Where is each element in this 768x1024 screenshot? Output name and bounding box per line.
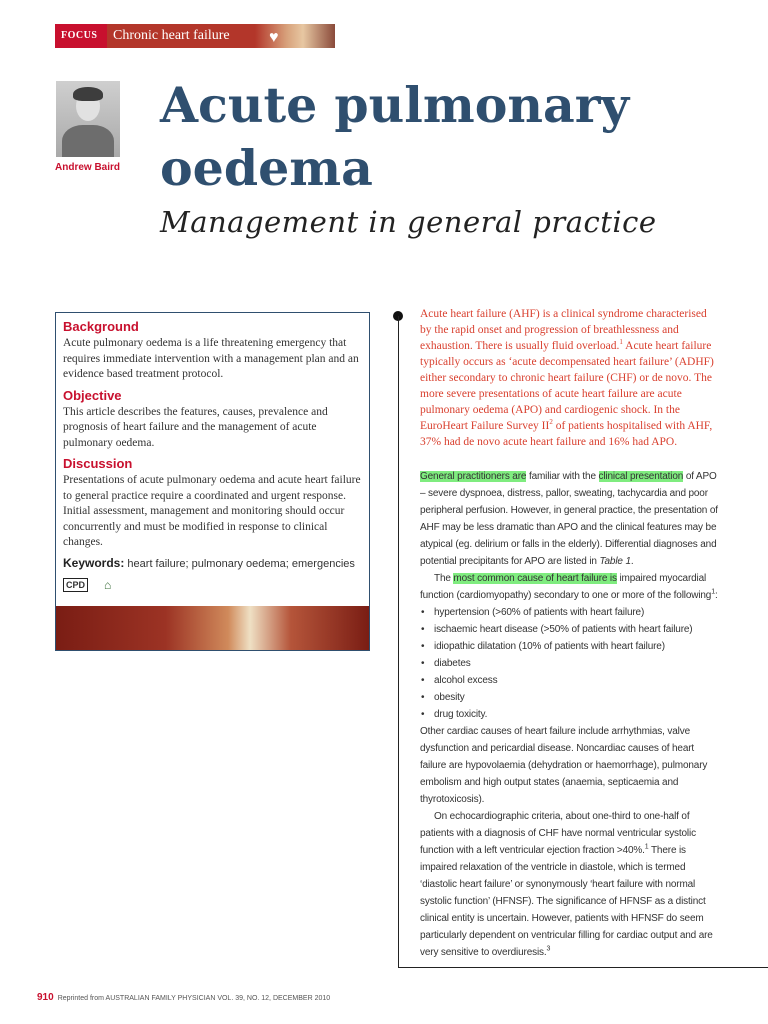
cpd-badge: CPD: [63, 578, 88, 592]
banner-tag: FOCUS: [55, 24, 107, 48]
list-item: • drug toxicity.: [420, 706, 718, 723]
author-photo: [56, 81, 120, 157]
article-title-line1: Acute pulmonary: [160, 76, 630, 134]
list-item: • alcohol excess: [420, 672, 718, 689]
keywords-text: heart failure; pulmonary oedema; emergencies: [127, 557, 355, 570]
article-subtitle: Management in general practice: [160, 205, 657, 239]
lead-paragraph: Acute heart failure (AHF) is a clinical syndrome characterised by the rapid onset and progression of breathlessness and exhaustion. There is usually fluid overload.$^1$ Acute heart failure typically occurs as ‘acute decompensated heart failure’ (ADHF) either secondary to chronic heart failure (CHF) or de novo. The more severe presentations of acute heart failure are acute pulmonary oedema (APO) and cardiogenic shock. In the EuroHeart Failure Survey $II^2$ of patients hospitalised with AHF, 37% had de novo acute heart failure and 16% had APO.: [420, 308, 714, 448]
discussion-heading: Discussion: [63, 456, 133, 471]
list-item: • ischaemic heart disease (>50% of patients with heart failure): [420, 621, 718, 638]
causes-list: [420, 604, 718, 723]
section-banner: [55, 24, 335, 48]
article-title: [160, 74, 720, 200]
keywords: [63, 556, 362, 573]
abstract-artwork: [56, 606, 369, 650]
keywords-label: Keywords:: [63, 555, 125, 570]
list-item: • hypertension (>60% of patients with heart failure): [420, 604, 718, 621]
abstract-box: [55, 312, 370, 651]
paragraph-3: Other cardiac causes of heart failure include arrhythmias, valve dysfunction and pericardial disease. Noncardiac causes of heart failure are hypovolaemia (dehydration or haemorrhage), pulmonary embolism and high output states (anaemia, septicaemia and thyrotoxicosis).: [420, 726, 708, 805]
paragraph-4: On echocardiographic criteria, about one-third to one-half of patients with a diagnosis of CHF have normal ventricular systolic function with a left ventricular ejection fraction >40%.$^1$ There is impaired relaxation of the ventricle in diastole, which is termed ‘diastolic heart failure’ or synonymously ‘heart failure with normal systolic function’ (HFNSF). The significance of HFNSF as a distinct clinical entity is uncertain. However, patients with HFNSF do seem particularly dependent on ventricular filling for cardiac output and are very sensitive to overdiuresis.$^3$: [420, 811, 713, 958]
list-item: • idiopathic dilatation (10% of patients with heart failure): [420, 638, 718, 655]
banner-artwork: [255, 24, 335, 48]
column-vertical-rule: [398, 316, 399, 968]
banner-title: [107, 24, 335, 48]
footer-citation: Reprinted from AUSTRALIAN FAMILY PHYSICIAN VOL. 39, NO. 12, DECEMBER 2010: [57, 995, 331, 1002]
paragraph-2: The most common cause of heart failure is impaired myocardial function (cardiomyopathy) secondary to one or more of the following$^1$:: [420, 573, 718, 601]
author-name: Andrew Baird: [55, 162, 121, 173]
column-bottom-rule: [398, 967, 768, 968]
discussion-text: Presentations of acute pulmonary oedema and acute heart failure to general practice require a coordinated and urgent response. Initial assessment, management and monitoring should occur concurrently and must be modified in response to clinical changes.: [63, 474, 361, 548]
page-number: 910: [37, 992, 54, 1003]
paragraph-1: General practitioners are familiar with the clinical presentation of APO – severe dyspnoea, distress, pallor, sweating, tachycardia and poor peripheral perfusion. However, in general practice, the presentation of AHF may be less dramatic than APO and the clinical features may be atypical (eg. delirium or falls in the elderly). Differential diagnoses and potential precipitants for APO are listed in Table 1.: [420, 471, 718, 567]
list-item: • diabetes: [420, 655, 718, 672]
page-footer: [37, 992, 330, 1003]
highlight: clinical presentation: [598, 471, 684, 482]
article-body: [420, 306, 718, 961]
table-reference-link[interactable]: Table 1: [599, 556, 631, 567]
background-text: Acute pulmonary oedema is a life threatening emergency that requires immediate intervention with a management plan and an evidence based treatment protocol.: [63, 337, 359, 380]
article-title-line2: oedema: [160, 139, 373, 197]
body-text: [420, 468, 718, 961]
playing-card-icon: ♥: [269, 29, 279, 46]
list-item: • obesity: [420, 689, 718, 706]
mouse-icon: ⌂: [104, 578, 112, 592]
background-heading: Background: [63, 319, 139, 334]
banner-title-text: Chronic heart failure: [113, 28, 230, 43]
highlight: General practitioners are: [420, 471, 527, 482]
highlight: most common cause of heart failure is: [453, 573, 617, 584]
badges: [63, 578, 362, 592]
objective-heading: Objective: [63, 387, 122, 403]
objective-text: This article describes the features, causes, prevalence and prognosis of heart failure and the management of acute pulmonary oedema.: [63, 405, 328, 449]
